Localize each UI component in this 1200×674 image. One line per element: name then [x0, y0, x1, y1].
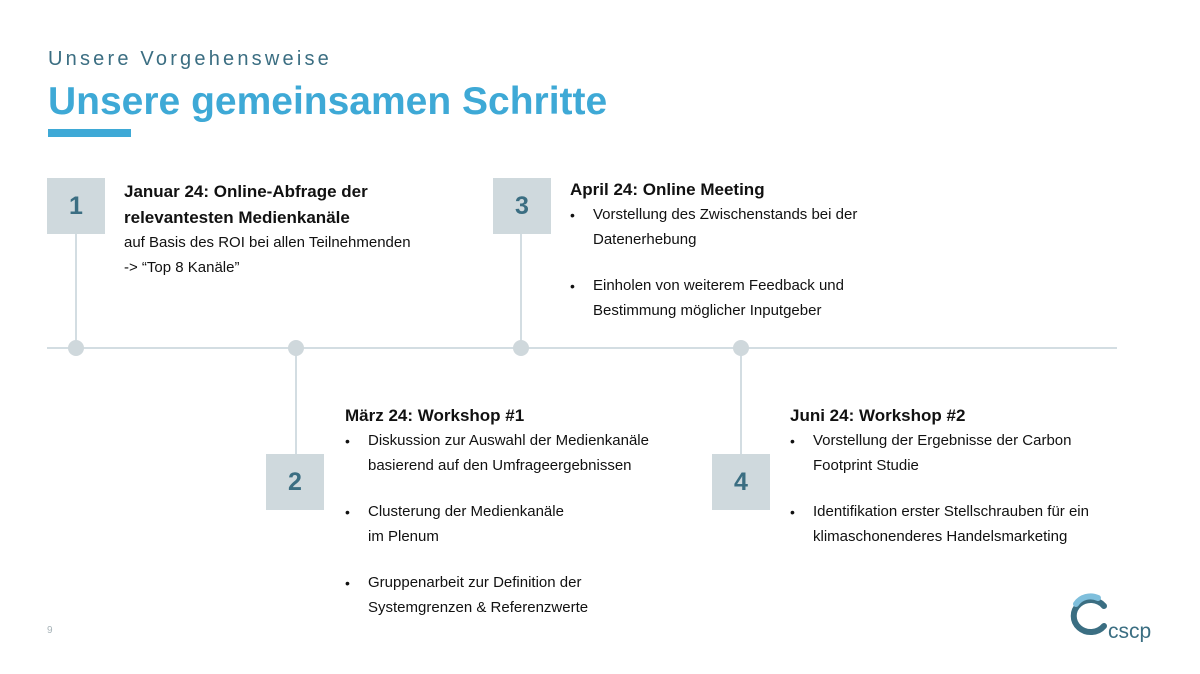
timeline-dot-1: [68, 340, 84, 356]
timeline-line: [47, 347, 1117, 349]
step-number-4: 4: [712, 454, 770, 510]
bullet-line: • Vorstellung des Zwischenstands bei der: [593, 206, 858, 223]
step-1-heading-line: Januar 24: Online-Abfrage der: [124, 182, 368, 201]
cscp-logo: [1068, 592, 1156, 642]
list-item: [570, 203, 930, 252]
bullet-line: • Clusterung der Medienkanäle: [368, 503, 564, 520]
step-number-3: 3: [493, 178, 551, 234]
step-3-content: [570, 177, 930, 323]
step-1-text-line: auf Basis des ROI bei allen Teilnehmenden: [124, 234, 411, 251]
title-underline: [48, 129, 131, 137]
step-3-heading: April 24: Online Meeting: [570, 180, 765, 199]
step-1-text-line: -> “Top 8 Kanäle”: [124, 258, 240, 276]
bullet-line: klimaschonenderes Handelsmarketing: [813, 527, 1068, 545]
list-item: [790, 500, 1150, 549]
bullet-line: basierend auf den Umfrageergebnissen: [368, 456, 632, 474]
list-item: [345, 429, 695, 478]
list-item: [345, 500, 695, 549]
list-item: [570, 274, 930, 323]
bullet-line: im Plenum: [368, 527, 439, 545]
step-3-bullet-list: [570, 203, 930, 323]
bullet-line: Bestimmung möglicher Inputgeber: [593, 301, 822, 319]
bullet-line: • Gruppenarbeit zur Definition der: [368, 574, 582, 591]
bullet-line: Footprint Studie: [813, 456, 919, 474]
timeline-dot-3: [513, 340, 529, 356]
step-2-content: [345, 403, 695, 620]
step-4-content: [790, 403, 1150, 549]
list-item: [345, 571, 695, 620]
bullet-line: Datenerhebung: [593, 230, 697, 248]
timeline-dot-2: [288, 340, 304, 356]
step-4-heading: Juni 24: Workshop #2: [790, 406, 966, 425]
step-1-heading: [124, 179, 464, 231]
step-number-1: 1: [47, 178, 105, 234]
bullet-line: • Identifikation erster Stellschrauben für ein: [813, 503, 1089, 520]
page-title: Unsere gemeinsamen Schritte: [48, 80, 608, 123]
cscp-logo-icon: [1068, 592, 1156, 642]
connector-step-3: [520, 233, 522, 348]
step-4-bullet-list: [790, 429, 1150, 549]
step-number-2: 2: [266, 454, 324, 510]
step-2-heading: März 24: Workshop #1: [345, 406, 525, 425]
connector-step-4: [740, 348, 742, 454]
connector-step-2: [295, 348, 297, 454]
section-subtitle: Unsere Vorgehensweise: [48, 48, 332, 70]
connector-step-1: [75, 233, 77, 348]
step-2-bullet-list: [345, 429, 695, 620]
bullet-line: • Einholen von weiterem Feedback und: [593, 277, 844, 294]
bullet-line: • Vorstellung der Ergebnisse der Carbon: [813, 432, 1072, 449]
timeline-dot-4: [733, 340, 749, 356]
page-number: 9: [47, 625, 53, 636]
bullet-line: Systemgrenzen & Referenzwerte: [368, 598, 589, 616]
step-1-heading-line: relevantesten Medienkanäle: [124, 208, 350, 227]
list-item: [790, 429, 1150, 478]
step-1-content: [124, 179, 464, 280]
logo-text: cscp: [1108, 620, 1152, 642]
bullet-line: • Diskussion zur Auswahl der Medienkanäle: [368, 432, 649, 449]
